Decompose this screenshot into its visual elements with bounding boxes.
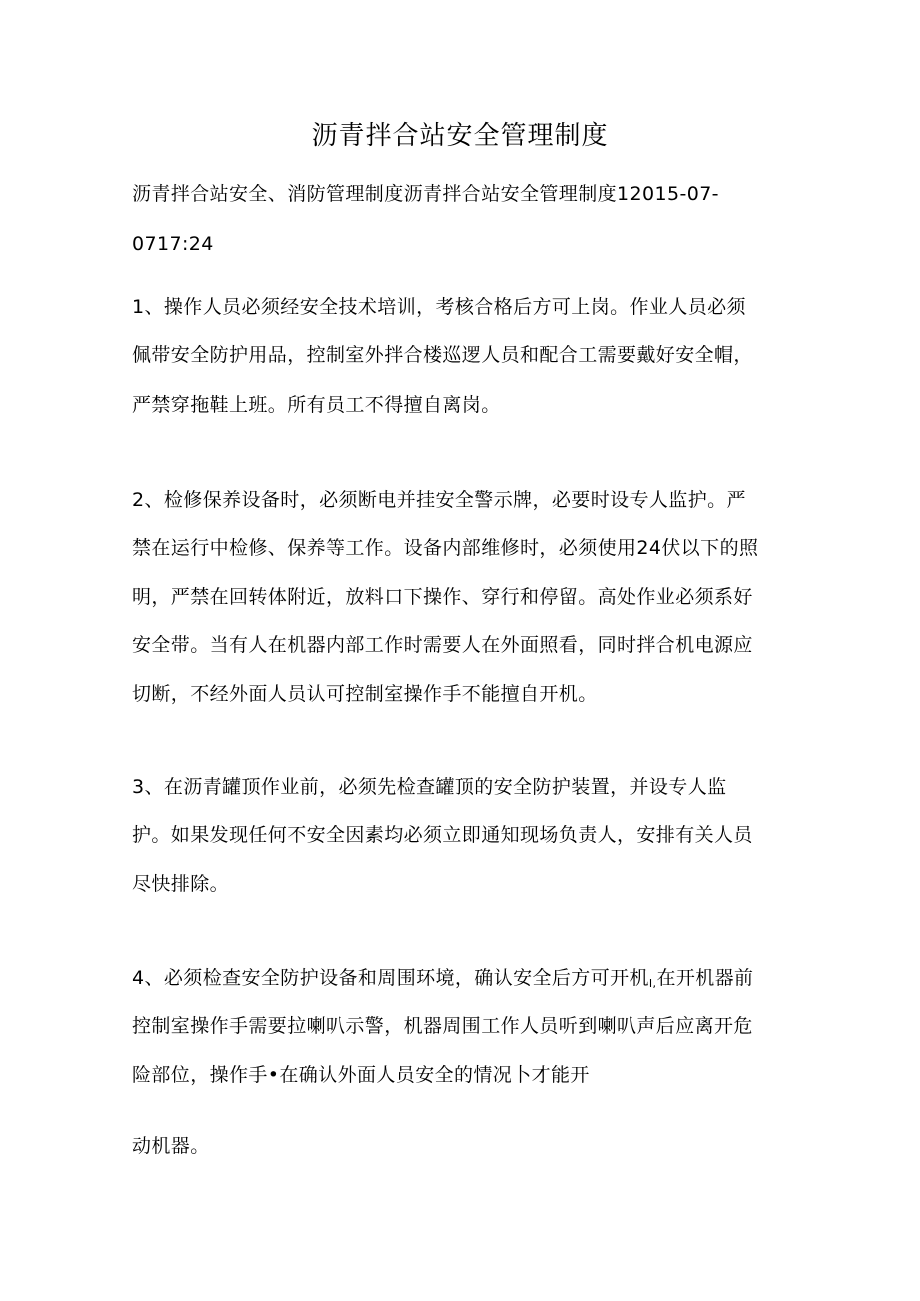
section-4-line-1-main: 4、必须检查安全防护设备和周围环境，确认安全后方可开机 — [132, 967, 649, 989]
section-4-line-3: 险部位，操作手•在确认外面人员安全的情况卜才能开 — [132, 1064, 590, 1086]
section-3-line-1: 3、在沥青罐顶作业前，必须先检查罐顶的安全防护装置，并设专人监 — [132, 776, 727, 798]
section-3-line-2: 护。如果发现任何不安全因素均必须立即通知现场负责人，安排有关人员 — [132, 824, 753, 846]
section-2-line-5: 切断，不经外面人员认可控制室操作手不能擅自开机。 — [132, 683, 598, 705]
document-title: 沥青拌合站安全管理制度 — [311, 121, 609, 151]
section-1-line-3: 严禁穿拖鞋上班。所有员工不得擅自离岗。 — [132, 394, 501, 416]
section-4-line-1 — [132, 965, 753, 997]
section-4-line-1-rest: 在开机器前 — [656, 967, 754, 989]
section-2-line-3: 明，严禁在回转体附近，放料口下操作、穿行和停留。高处作业必须系好 — [132, 586, 753, 608]
header-line-2: 0717:24 — [132, 233, 214, 255]
section-4-line-4: 动机器。 — [132, 1135, 210, 1157]
section-2-line-2: 禁在运行中检修、保养等工作。设备内部维修时，必须使用24伏以下的照 — [132, 537, 759, 559]
section-4-line-1-sub: I, — [648, 977, 657, 990]
section-1-line-2: 佩带安全防护用品，控制室外拌合楼巡逻人员和配合工需要戴好安全帽， — [132, 344, 753, 366]
header-line-1: 沥青拌合站安全、消防管理制度沥青拌合站安全管理制度12015-07- — [132, 183, 719, 205]
section-4-line-2: 控制室操作手需要拉喇叭示警，机器周围工作人员听到喇叭声后应离开危 — [132, 1015, 753, 1037]
section-3-line-3: 尽快排除。 — [132, 873, 230, 895]
section-1-line-1: 1、操作人员必须经安全技术培训，考核合格后方可上岗。作业人员必须 — [132, 296, 746, 318]
section-2-line-4: 安全带。当有人在机器内部工作时需要人在外面照看，同时拌合机电源应 — [132, 634, 753, 656]
section-2-line-1: 2、检修保养设备时，必须断电并挂安全警示牌，必要时设专人监护。严 — [132, 489, 746, 511]
